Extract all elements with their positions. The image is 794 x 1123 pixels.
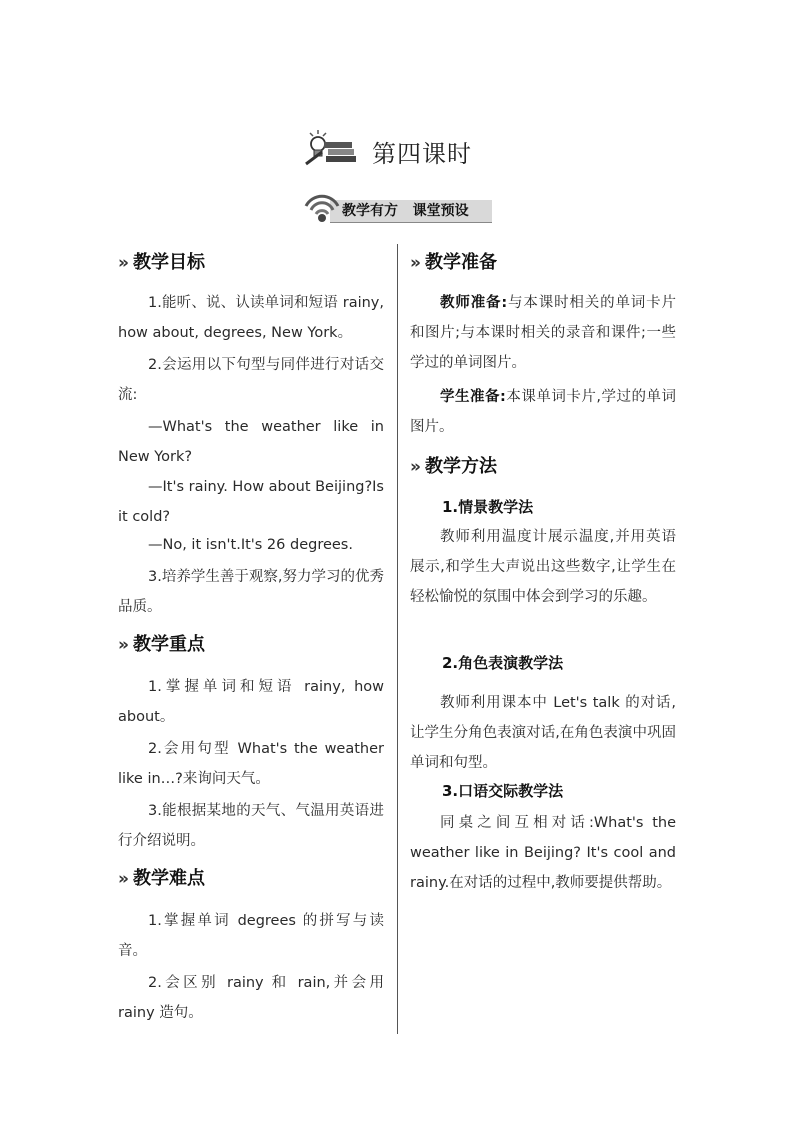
double-chevron-icon: » (410, 253, 416, 273)
prep-student (410, 382, 676, 442)
wifi-signal-icon (302, 190, 342, 226)
goals-item-2: 2.会运用以下句型与同伴进行对话交流: (118, 357, 384, 403)
goals-item-3: 3.培养学生善于观察,努力学习的优秀品质。 (118, 569, 384, 615)
prep-student-text: 本课单词卡片,学过的单词图片。 (410, 389, 676, 435)
section-keypoints-heading: » 教学重点 (118, 630, 205, 660)
double-chevron-icon: » (118, 635, 124, 655)
goals-dialogue-3: —No, it isn't.It's 26 degrees. (148, 537, 353, 553)
section-banner (302, 190, 494, 226)
prep-student-label: 学生准备: (440, 389, 506, 405)
prep-teacher-label: 教师准备: (440, 295, 508, 311)
keypoints-item-2: 2.会用句型 What's the weather like in…?来询问天气。 (118, 741, 384, 787)
method-3-title: 3.口语交际教学法 (442, 782, 564, 800)
goals-dialogue-1: —What's the weather like in New York? (118, 419, 384, 465)
double-chevron-icon: » (410, 457, 416, 477)
method-2-text: 教师利用课本中 Let's talk 的对话,让学生分角色表演对话,在角色表演中巩固单词和句型。 (410, 695, 676, 771)
difficulties-item-1: 1.掌握单词 degrees 的拼写与读音。 (118, 913, 384, 959)
column-divider (397, 244, 398, 1034)
keypoints-item-1: 1.掌握单词和短语 rainy, how about。 (118, 679, 384, 725)
page-header (0, 128, 794, 178)
section-methods-heading: » 教学方法 (410, 452, 497, 482)
double-chevron-icon: » (118, 869, 124, 889)
section-difficulties-heading: » 教学难点 (118, 864, 205, 894)
difficulties-item-2: 2.会区别 rainy 和 rain,并会用 rainy 造句。 (118, 975, 384, 1021)
method-3-text: 同桌之间互相对话:What's the weather like in Beijing? It's cool and rainy.在对话的过程中,教师要提供帮助。 (410, 815, 676, 891)
page-title: 第四课时 (372, 140, 472, 168)
goals-item-1: 1.能听、说、认读单词和短语 rainy, how about, degrees, New York。 (118, 295, 384, 341)
section-goals-heading: » 教学目标 (118, 248, 205, 278)
method-2-title: 2.角色表演教学法 (442, 654, 564, 672)
banner-text: 教学有方 课堂预设 (342, 203, 469, 219)
double-chevron-icon: » (118, 253, 124, 273)
method-1-title: 1.情景教学法 (442, 498, 534, 516)
lightbulb-books-icon (304, 128, 362, 168)
prep-teacher-text: 与本课时相关的单词卡片和图片;与本课时相关的录音和课件;一些学过的单词图片。 (410, 295, 676, 371)
prep-teacher (410, 288, 676, 378)
method-1-text: 教师利用温度计展示温度,并用英语展示,和学生大声说出这些数字,让学生在轻松愉悦的氛围中体会到学习的乐趣。 (410, 529, 676, 605)
section-prep-heading: » 教学准备 (410, 248, 497, 278)
keypoints-item-3: 3.能根据某地的天气、气温用英语进行介绍说明。 (118, 803, 384, 849)
goals-dialogue-2: —It's rainy. How about Beijing?Is it cold? (118, 479, 384, 525)
